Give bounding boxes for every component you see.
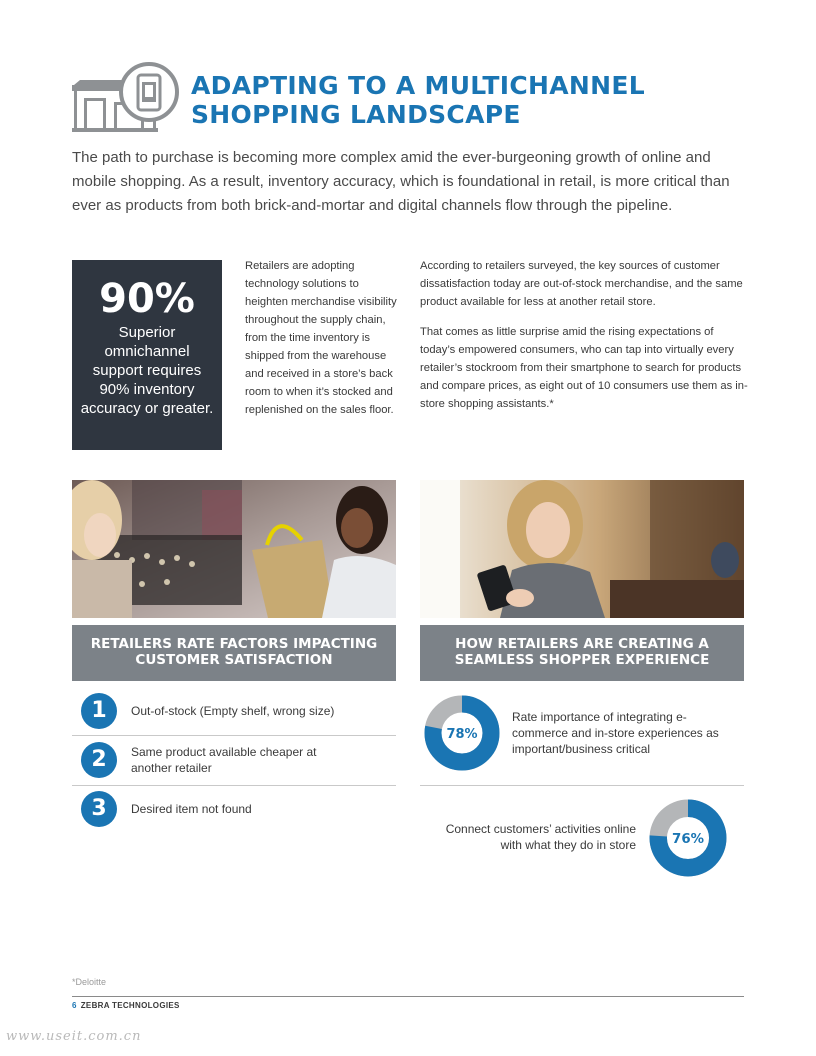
stat-description: Superior omnichannel support requires 90% inventory accuracy or greater. [80, 324, 214, 417]
right-paragraph-2: That comes as little surprise amid the rising expectations of today’s empowered consumers, who can tap into virtually every retailer’s stockroom from their smartphone to search for products and compare prices, as eight out of 10 consumers use them as in-store shopping assistants.* [420, 326, 748, 410]
stat-text-2: Connect customers’ activities online with what they do in store [445, 822, 636, 852]
title-line-2: SHOPPING LANDSCAPE [191, 100, 521, 129]
middle-column-text: Retailers are adopting technology solutions to heighten merchandise visibility throughout the supply chain, from the time inventory is shipped from the warehouse and received in a store’s back room to when it’s stocked and replenished on the sales floor. [245, 260, 397, 416]
page-title [191, 71, 751, 129]
right-paragraph-1: According to retailers surveyed, the key sources of customer dissatisfaction today are out-of-stock merchandise, and the same product available for less at another retail store. [420, 260, 743, 308]
storefront-phone-icon [70, 60, 180, 136]
factor-label: Same product available cheaper at another retailer [131, 745, 317, 775]
factor-label: Desired item not found [131, 802, 252, 816]
left-banner-line-2: CUSTOMER SATISFACTION [135, 652, 333, 668]
intro-paragraph: The path to purchase is becoming more complex amid the ever-burgeoning growth of online and mobile shopping. As a result, inventory accuracy, which is foundational in retail, is more critical than ever as products from both brick-and-mortar and digital channels flow through the pipeline. [72, 149, 730, 214]
donut-chart-78 [424, 695, 500, 771]
stat-value: 90% [99, 276, 195, 322]
factor-divider [72, 735, 396, 736]
donut-chart-76 [649, 799, 727, 877]
donut-label: 76% [672, 832, 704, 848]
section-divider [420, 785, 744, 786]
factor-item [72, 787, 396, 837]
tablet-shopper-photo [420, 480, 744, 618]
stat-callout [72, 260, 222, 450]
shopper-experience-banner [420, 625, 744, 681]
right-banner-line-2: SEAMLESS SHOPPER EXPERIENCE [454, 652, 710, 668]
customer-satisfaction-banner [72, 625, 396, 681]
footnote: *Deloitte [72, 977, 107, 987]
left-banner-line-1: RETAILERS RATE FACTORS IMPACTING [90, 636, 378, 652]
factor-label: Out-of-stock (Empty shelf, wrong size) [131, 704, 335, 718]
factor-number: 2 [81, 742, 117, 778]
title-line-1: ADAPTING TO A MULTICHANNEL [191, 71, 645, 100]
factor-item [72, 737, 396, 787]
watermark: www.useit.com.cn [6, 1029, 142, 1044]
company-name: ZEBRA TECHNOLOGIES [80, 1001, 180, 1010]
right-column-text [420, 257, 750, 413]
factor-item [72, 689, 396, 739]
page-footer [72, 1001, 180, 1010]
page-number: 6 [72, 1001, 77, 1010]
right-banner-line-1: HOW RETAILERS ARE CREATING A [455, 636, 709, 652]
footer-rule [72, 996, 744, 997]
factor-number: 1 [81, 693, 117, 729]
factor-divider [72, 785, 396, 786]
factor-number: 3 [81, 791, 117, 827]
donut-label: 78% [446, 727, 478, 742]
stat-text-1: Rate importance of integrating e-commerce and in-store experiences as important/business critical [512, 710, 719, 756]
shopping-bag-photo [72, 480, 396, 618]
